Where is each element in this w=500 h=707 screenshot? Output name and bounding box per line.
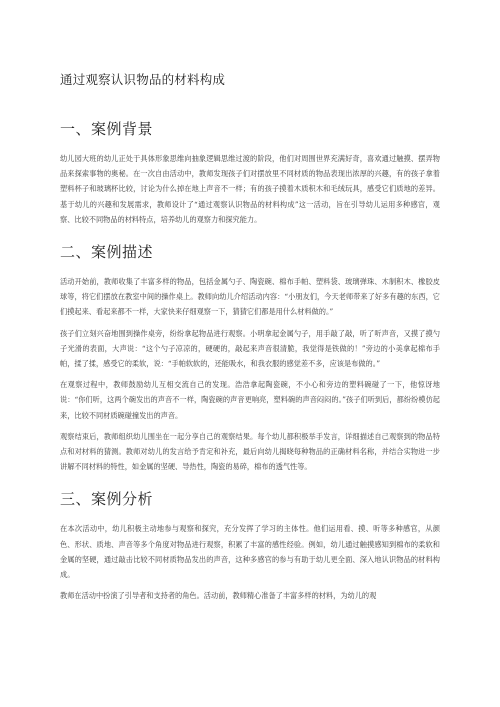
paragraph: 在观察过程中，教师鼓励幼儿互相交流自己的发现。浩浩拿起陶瓷碗，不小心和旁边的塑料碗碰了一下，他惊讶地说：“你们听，这两个碗发出的声音不一样，陶瓷碗的声音更响亮，塑料碗的声音闷闷的。”孩子们听到后，都纷纷模仿起来，比较不同材质碗碰撞发出的声音。 <box>60 380 440 420</box>
section-background <box>60 118 440 227</box>
section-heading: 二、案例描述 <box>60 243 154 262</box>
paragraph: 活动开始前，教师收集了丰富多样的物品，包括金属勺子、陶瓷碗、棉布手帕、塑料袋、玻璃弹珠、木制积木、橡胶皮球等，将它们摆放在教室中间的操作桌上。教师向幼儿介绍活动内容：“小朋友们，今天老师带来了好多有趣的东西，它们摸起来、看起来都不一样，大家快来仔细观察一下，猜猜它们都是用什么材料做的。” <box>60 277 440 317</box>
section-description <box>60 241 440 474</box>
paragraph: 在本次活动中，幼儿积极主动地参与观察和探究，充分发挥了学习的主体性。他们运用看、摸、听等多种感官，从颜色、形状、质地、声音等多个角度对物品进行观察，积累了丰富的感性经验。例如，幼儿通过触摸感知到棉布的柔软和金属的坚硬，通过敲击比较不同材质物品发出的声音，这种多感官的参与有助于幼儿更全面、深入地认识物品的材料构成。 <box>60 524 440 580</box>
section-heading: 一、案例背景 <box>60 120 154 138</box>
document-title: 通过观察认识物品的材料构成 <box>60 72 226 87</box>
paragraph: 孩子们立刻兴奋地围到操作桌旁，纷纷拿起物品进行观察。小明拿起金属勺子，用手敲了敲，听了听声音，又摸了摸勺子光滑的表面，大声说：“这个勺子凉凉的，硬硬的，敲起来声音很清脆，我觉得是铁做的！”旁边的小美拿起棉布手帕，揉了揉，感受它的柔软，说：“手帕软软的，还能吸水，和我衣服的感觉差不多，应该是布做的。” <box>60 328 440 369</box>
section-analysis <box>60 488 440 603</box>
paragraph: 幼儿园大班的幼儿正处于具体形象思维向抽象逻辑思维过渡的阶段，他们对周围世界充满好奇，喜欢通过触摸、摆弄物品来探索事物的奥秘。在一次自由活动中，教师发现孩子们对摆放里不同材质的物品表现出浓厚的兴趣，有的孩子拿着塑料杯子和玻璃杯比较，讨论为什么掉在地上声音不一样；有的孩子摸着木质积木和毛绒玩具，感受它们质地的差异。基于幼儿的兴趣和发展需求，教师设计了“通过观察认识物品的材料构成”这一活动，旨在引导幼儿运用多种感官，观察、比较不同物品的材料特点，培养幼儿的观察力和探究能力。 <box>60 154 440 224</box>
section-heading: 三、案例分析 <box>60 490 154 509</box>
paragraph: 教师在活动中扮演了引导者和支持者的角色。活动前，教师精心准备了丰富多样的材料，为幼儿的观 <box>60 591 377 601</box>
paragraph: 观察结束后，教师组织幼儿围坐在一起分享自己的观察结果。每个幼儿都积极举手发言，详细描述自己观察到的物品特点和对材料的猜测。教师对幼儿的发言给予肯定和补充，最后向幼儿揭晓每种物品的正确材料名称，并结合实物进一步讲解不同材料的特性，如金属的坚硬、导热性，陶瓷的易碎，棉布的透气性等。 <box>60 431 440 472</box>
